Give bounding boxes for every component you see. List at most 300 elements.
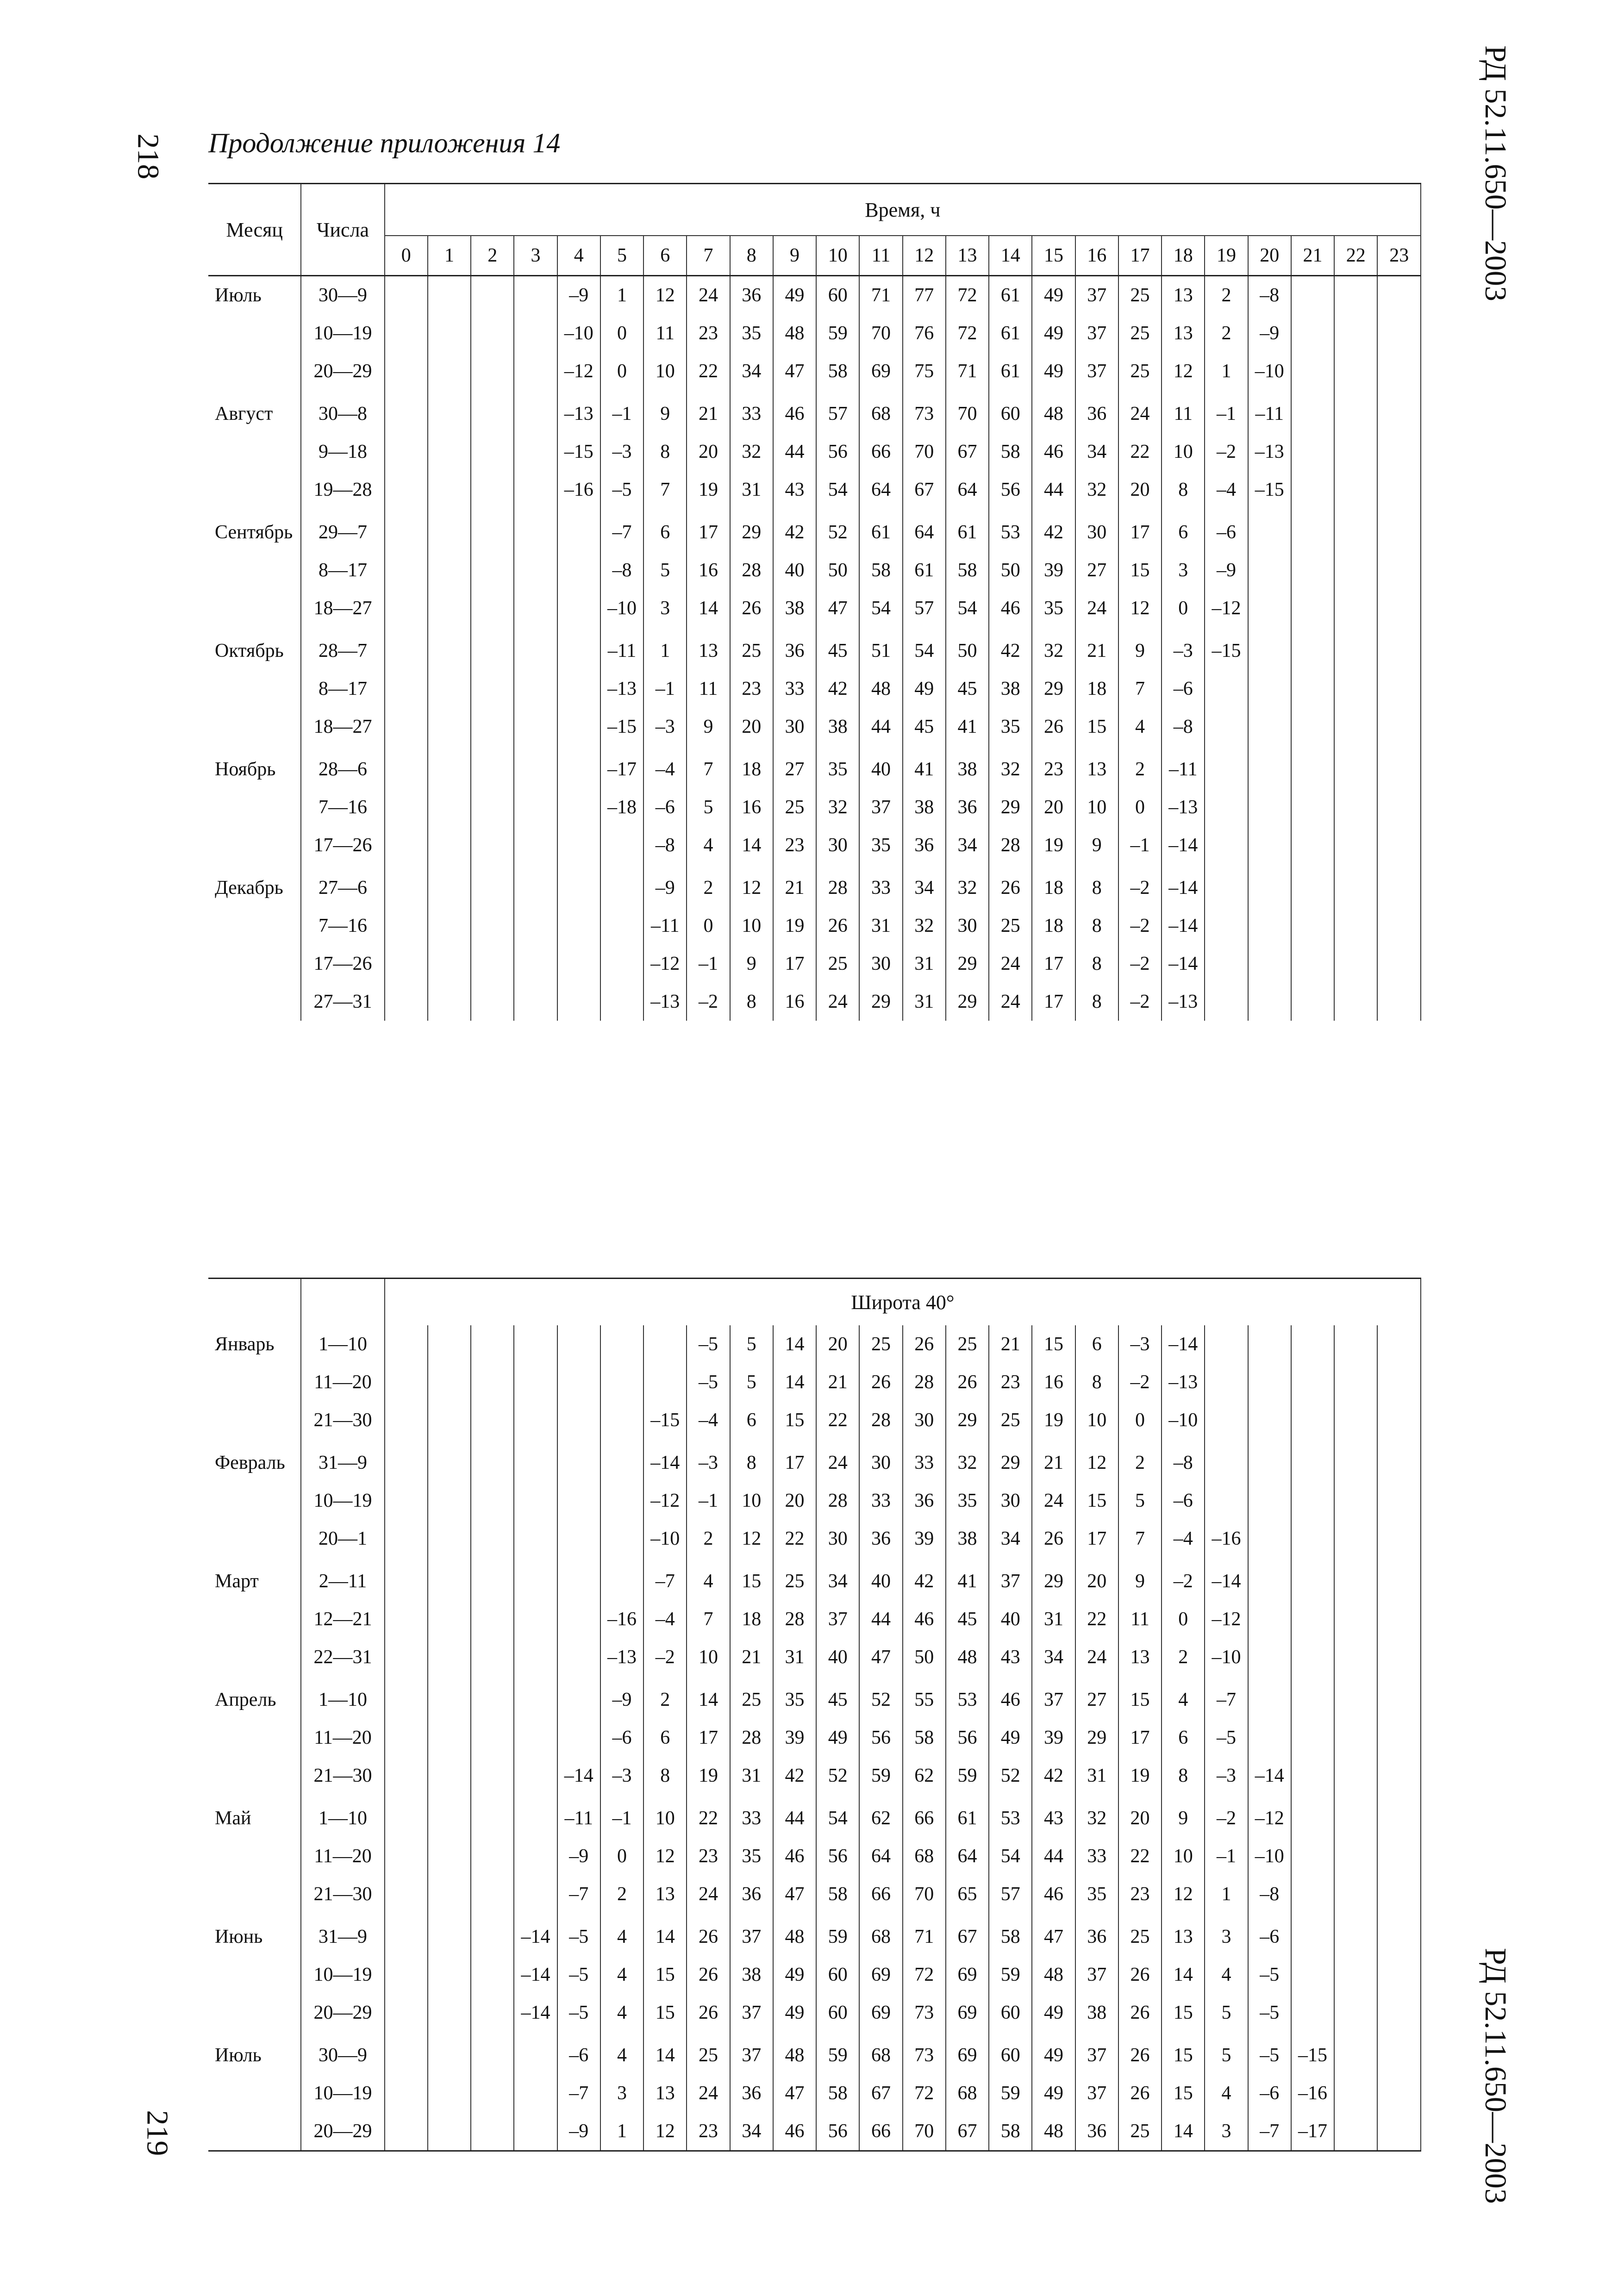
value-cell: 44 (1032, 471, 1075, 509)
hour-header: 12 (903, 236, 946, 276)
value-cell: –4 (1205, 471, 1248, 509)
empty-cell (1377, 1363, 1421, 1401)
value-cell: 67 (946, 433, 989, 471)
hour-header: 9 (773, 236, 816, 276)
value-cell: 4 (600, 2036, 643, 2074)
empty-cell (514, 869, 557, 907)
value-cell: 30 (1075, 513, 1118, 551)
value-cell: 10 (1075, 1401, 1118, 1439)
month-cell (208, 1401, 301, 1439)
empty-cell (1205, 670, 1248, 708)
empty-cell (471, 471, 514, 509)
value-cell: 29 (859, 983, 902, 1021)
empty-cell (1377, 513, 1421, 551)
value-cell: 49 (816, 1719, 859, 1757)
value-cell: 20 (730, 708, 773, 746)
value-cell: –12 (1205, 1600, 1248, 1638)
value-cell: 39 (903, 1520, 946, 1558)
empty-cell (1334, 1401, 1377, 1439)
value-cell: 29 (946, 945, 989, 983)
value-cell: 14 (687, 1681, 730, 1719)
value-cell: 61 (859, 513, 902, 551)
value-cell: 73 (903, 2036, 946, 2074)
value-cell: 52 (816, 1757, 859, 1795)
value-cell: 11 (1118, 1600, 1162, 1638)
value-cell: 37 (730, 1994, 773, 2032)
value-cell: 6 (730, 1401, 773, 1439)
value-cell: 49 (773, 1956, 816, 1994)
empty-cell (1334, 1757, 1377, 1795)
empty-cell (1205, 826, 1248, 864)
empty-cell (1334, 788, 1377, 826)
hour-header: 22 (1334, 236, 1377, 276)
value-cell: 47 (1032, 1918, 1075, 1956)
value-cell: 66 (859, 2112, 902, 2151)
value-cell: 11 (1162, 395, 1205, 433)
value-cell: –8 (643, 826, 687, 864)
value-cell: 4 (687, 1562, 730, 1600)
value-cell: 24 (816, 1444, 859, 1482)
empty-cell (428, 1401, 471, 1439)
value-cell: 2 (643, 1681, 687, 1719)
days-cell: 7—16 (301, 907, 384, 945)
value-cell: 25 (946, 1325, 989, 1363)
value-cell: 66 (859, 433, 902, 471)
value-cell: 0 (1162, 1600, 1205, 1638)
value-cell: 45 (816, 632, 859, 670)
value-cell: –13 (1162, 983, 1205, 1021)
empty-cell (1334, 433, 1377, 471)
table-row (208, 1444, 1421, 1482)
value-cell: 5 (1118, 1482, 1162, 1520)
value-cell: –2 (1162, 1562, 1205, 1600)
empty-cell (428, 513, 471, 551)
value-cell: 60 (816, 276, 859, 315)
empty-cell (428, 1562, 471, 1600)
value-cell: 16 (1032, 1363, 1075, 1401)
value-cell: 48 (1032, 1956, 1075, 1994)
hour-header: 16 (1075, 236, 1118, 276)
value-cell: 67 (859, 2074, 902, 2112)
value-cell: 15 (1118, 551, 1162, 589)
value-cell: 1 (643, 632, 687, 670)
value-cell: 66 (903, 1799, 946, 1837)
value-cell: 60 (989, 395, 1032, 433)
value-cell: 17 (1118, 513, 1162, 551)
value-cell: –4 (687, 1401, 730, 1439)
value-cell: 40 (773, 551, 816, 589)
empty-cell (1291, 826, 1334, 864)
empty-cell (1377, 1325, 1421, 1363)
empty-cell (1377, 1482, 1421, 1520)
value-cell: 19 (1032, 826, 1075, 864)
value-cell: 15 (1162, 1994, 1205, 2032)
value-cell: 46 (1032, 433, 1075, 471)
value-cell: 70 (859, 314, 902, 352)
value-cell: 56 (859, 1719, 902, 1757)
value-cell: 12 (1162, 1875, 1205, 1913)
table-row (208, 1875, 1421, 1913)
document-code-bottom: РД 52.11.650—2003 (1479, 1948, 1512, 2204)
value-cell: 30 (773, 708, 816, 746)
value-cell: 22 (773, 1520, 816, 1558)
value-cell: 12 (730, 1520, 773, 1558)
days-cell: 1—10 (301, 1325, 384, 1363)
value-cell: 57 (989, 1875, 1032, 1913)
empty-cell (557, 1681, 600, 1719)
value-cell: 36 (859, 1520, 902, 1558)
value-cell: –9 (557, 1837, 600, 1875)
value-cell: –5 (557, 1918, 600, 1956)
value-cell: 29 (1032, 670, 1075, 708)
empty-cell (600, 983, 643, 1021)
empty-cell (1377, 632, 1421, 670)
value-cell: 13 (1118, 1638, 1162, 1676)
table-row (208, 1482, 1421, 1520)
value-cell: 8 (1075, 983, 1118, 1021)
value-cell: 34 (730, 352, 773, 390)
table-row (208, 983, 1421, 1021)
value-cell: 24 (687, 1875, 730, 1913)
value-cell: 50 (816, 551, 859, 589)
value-cell: 70 (903, 2112, 946, 2151)
empty-cell (1248, 1325, 1291, 1363)
value-cell: –8 (1248, 276, 1291, 315)
empty-cell (1377, 314, 1421, 352)
value-cell: –13 (557, 395, 600, 433)
value-cell: 61 (946, 513, 989, 551)
value-cell: –14 (1205, 1562, 1248, 1600)
value-cell: –2 (1205, 1799, 1248, 1837)
value-cell: 59 (946, 1757, 989, 1795)
table-row (208, 632, 1421, 670)
days-cell: 8—17 (301, 670, 384, 708)
value-cell: 29 (1075, 1719, 1118, 1757)
days-cell: 20—29 (301, 2112, 384, 2151)
hour-header: 3 (514, 236, 557, 276)
empty-cell (557, 1444, 600, 1482)
empty-cell (471, 1918, 514, 1956)
empty-cell (385, 1401, 428, 1439)
empty-cell (1334, 1799, 1377, 1837)
value-cell: –9 (557, 276, 600, 315)
empty-cell (1377, 670, 1421, 708)
value-cell: 26 (1032, 1520, 1075, 1558)
value-cell: 35 (1032, 589, 1075, 627)
empty-cell (1377, 589, 1421, 627)
value-cell: –16 (557, 471, 600, 509)
value-cell: –13 (643, 983, 687, 1021)
value-cell: 4 (1205, 2074, 1248, 2112)
empty-cell (557, 1562, 600, 1600)
value-cell: 52 (816, 513, 859, 551)
month-cell: Август (208, 395, 301, 433)
value-cell: 58 (989, 433, 1032, 471)
value-cell: 26 (1118, 2036, 1162, 2074)
value-cell: 69 (859, 1956, 902, 1994)
value-cell: –1 (1118, 826, 1162, 864)
table-row (208, 1681, 1421, 1719)
value-cell: 48 (946, 1638, 989, 1676)
value-cell: 48 (1032, 2112, 1075, 2151)
value-cell: –6 (1205, 513, 1248, 551)
value-cell: –5 (1248, 2036, 1291, 2074)
value-cell: 40 (859, 750, 902, 788)
empty-cell (514, 1719, 557, 1757)
empty-cell (514, 708, 557, 746)
empty-cell (471, 1600, 514, 1638)
value-cell: 25 (773, 1562, 816, 1600)
value-cell: 36 (946, 788, 989, 826)
value-cell: 37 (816, 1600, 859, 1638)
empty-cell (385, 513, 428, 551)
days-cell: 2—11 (301, 1562, 384, 1600)
empty-cell (600, 1444, 643, 1482)
value-cell: 17 (1032, 945, 1075, 983)
value-cell: 25 (1118, 352, 1162, 390)
value-cell: 52 (859, 1681, 902, 1719)
empty-cell (514, 314, 557, 352)
value-cell: –12 (643, 1482, 687, 1520)
empty-cell (1377, 2074, 1421, 2112)
value-cell: –3 (600, 433, 643, 471)
value-cell: 44 (1032, 1837, 1075, 1875)
month-cell: Ноябрь (208, 750, 301, 788)
empty-cell (385, 1444, 428, 1482)
empty-cell (1205, 1401, 1248, 1439)
value-cell: 34 (1075, 433, 1118, 471)
empty-cell (1291, 1600, 1334, 1638)
value-cell: 34 (730, 2112, 773, 2151)
empty-cell (1334, 1719, 1377, 1757)
value-cell: 36 (1075, 1918, 1118, 1956)
hour-header: 18 (1162, 236, 1205, 276)
value-cell: 34 (1032, 1638, 1075, 1676)
value-cell: –4 (643, 1600, 687, 1638)
value-cell: 31 (859, 907, 902, 945)
empty-cell (1377, 945, 1421, 983)
empty-cell (643, 1363, 687, 1401)
value-cell: –5 (557, 1956, 600, 1994)
hour-header: 11 (859, 236, 902, 276)
empty-cell (471, 826, 514, 864)
value-cell: 49 (1032, 314, 1075, 352)
empty-cell (1248, 1600, 1291, 1638)
value-cell: 70 (903, 433, 946, 471)
value-cell: 15 (1118, 1681, 1162, 1719)
value-cell: 0 (1162, 589, 1205, 627)
value-cell: 71 (946, 352, 989, 390)
empty-cell (514, 1638, 557, 1676)
value-cell: 42 (903, 1562, 946, 1600)
value-cell: 47 (773, 352, 816, 390)
value-cell: 0 (687, 907, 730, 945)
value-cell: 53 (989, 1799, 1032, 1837)
empty-cell (1334, 352, 1377, 390)
month-header: Месяц (208, 184, 301, 276)
value-cell: 37 (1075, 1956, 1118, 1994)
value-cell: 32 (730, 433, 773, 471)
value-cell: –16 (1205, 1520, 1248, 1558)
value-cell: 4 (1162, 1681, 1205, 1719)
value-cell: 17 (1118, 1719, 1162, 1757)
value-cell: 37 (730, 2036, 773, 2074)
value-cell: –14 (1162, 826, 1205, 864)
table-row (208, 1994, 1421, 2032)
empty-cell (643, 1325, 687, 1363)
value-cell: 15 (773, 1401, 816, 1439)
empty-cell (1291, 1918, 1334, 1956)
value-cell: 1 (1205, 352, 1248, 390)
empty-cell (600, 1482, 643, 1520)
empty-cell (1334, 551, 1377, 589)
empty-cell (514, 513, 557, 551)
value-cell: 46 (773, 395, 816, 433)
empty-cell (1248, 945, 1291, 983)
empty-cell (428, 1918, 471, 1956)
value-cell: –1 (1205, 395, 1248, 433)
value-cell: 31 (730, 471, 773, 509)
value-cell: 3 (1205, 1918, 1248, 1956)
month-cell (208, 589, 301, 627)
value-cell: 17 (1032, 983, 1075, 1021)
empty-cell (1248, 1482, 1291, 1520)
value-cell: 17 (687, 1719, 730, 1757)
value-cell: 29 (946, 983, 989, 1021)
empty-cell (385, 1757, 428, 1795)
empty-cell (1291, 1482, 1334, 1520)
empty-cell (385, 2112, 428, 2151)
value-cell: –13 (1162, 1363, 1205, 1401)
value-cell: 32 (946, 869, 989, 907)
value-cell: 59 (989, 1956, 1032, 1994)
empty-cell (1334, 513, 1377, 551)
hour-header: 13 (946, 236, 989, 276)
empty-cell (1205, 750, 1248, 788)
value-cell: –2 (1118, 907, 1162, 945)
empty-cell (428, 945, 471, 983)
value-cell: 59 (859, 1757, 902, 1795)
value-cell: –15 (1205, 632, 1248, 670)
value-cell: –17 (1291, 2112, 1334, 2151)
value-cell: –3 (687, 1444, 730, 1482)
empty-cell (514, 1757, 557, 1795)
value-cell: 31 (1075, 1757, 1118, 1795)
empty-cell (514, 1875, 557, 1913)
table-row (208, 1520, 1421, 1558)
empty-cell (385, 1600, 428, 1638)
value-cell: –6 (557, 2036, 600, 2074)
value-cell: 11 (687, 670, 730, 708)
value-cell: 9 (730, 945, 773, 983)
value-cell: 69 (946, 1956, 989, 1994)
empty-cell (428, 1757, 471, 1795)
empty-cell (557, 1520, 600, 1558)
table-row (208, 471, 1421, 509)
empty-cell (385, 1994, 428, 2032)
empty-cell (1291, 983, 1334, 1021)
month-cell (208, 1875, 301, 1913)
value-cell: 59 (989, 2074, 1032, 2112)
value-cell: –2 (687, 983, 730, 1021)
value-cell: 28 (859, 1401, 902, 1439)
value-cell: 24 (1075, 589, 1118, 627)
value-cell: 19 (1032, 1401, 1075, 1439)
value-cell: 3 (1162, 551, 1205, 589)
value-cell: 28 (816, 869, 859, 907)
value-cell: –11 (1248, 395, 1291, 433)
empty-cell (514, 2074, 557, 2112)
value-cell: –5 (557, 1994, 600, 2032)
value-cell: –10 (1248, 352, 1291, 390)
empty-cell (1291, 907, 1334, 945)
empty-cell (557, 1719, 600, 1757)
empty-cell (1334, 1520, 1377, 1558)
empty-cell (557, 869, 600, 907)
table-row (208, 395, 1421, 433)
value-cell: 34 (903, 869, 946, 907)
empty-cell (385, 276, 428, 315)
value-cell: 60 (816, 1994, 859, 2032)
value-cell: 9 (687, 708, 730, 746)
empty-cell (514, 589, 557, 627)
value-cell: 49 (1032, 352, 1075, 390)
empty-cell (385, 983, 428, 1021)
value-cell: 53 (946, 1681, 989, 1719)
empty-cell (1248, 826, 1291, 864)
empty-cell (385, 750, 428, 788)
value-cell: 44 (773, 433, 816, 471)
value-cell: 52 (989, 1757, 1032, 1795)
value-cell: 36 (773, 632, 816, 670)
empty-cell (1291, 314, 1334, 352)
value-cell: 68 (859, 1918, 902, 1956)
empty-cell (1334, 314, 1377, 352)
appendix-subtitle: Продолжение приложения 14 (208, 128, 561, 158)
value-cell: 47 (816, 589, 859, 627)
table-row (208, 1799, 1421, 1837)
value-cell: 57 (816, 395, 859, 433)
empty-cell (385, 1562, 428, 1600)
empty-cell (1334, 2036, 1377, 2074)
value-cell: 59 (816, 1918, 859, 1956)
table-row (208, 513, 1421, 551)
empty-cell (514, 788, 557, 826)
table-row (208, 551, 1421, 589)
value-cell: 36 (903, 826, 946, 864)
value-cell: 71 (859, 276, 902, 315)
days-cell: 12—21 (301, 1600, 384, 1638)
empty-cell (1377, 826, 1421, 864)
empty-cell (1248, 983, 1291, 1021)
empty-cell (1377, 1918, 1421, 1956)
empty-cell (1248, 670, 1291, 708)
empty-cell (1334, 632, 1377, 670)
value-cell: 41 (903, 750, 946, 788)
empty-cell (428, 589, 471, 627)
value-cell: 37 (1075, 2036, 1118, 2074)
table-row (208, 750, 1421, 788)
value-cell: –14 (514, 1918, 557, 1956)
value-cell: 36 (903, 1482, 946, 1520)
value-cell: 36 (1075, 395, 1118, 433)
table-row (208, 708, 1421, 746)
value-cell: 33 (859, 869, 902, 907)
value-cell: 0 (600, 1837, 643, 1875)
value-cell: –13 (1248, 433, 1291, 471)
value-cell: –14 (643, 1444, 687, 1482)
value-cell: 2 (1162, 1638, 1205, 1676)
